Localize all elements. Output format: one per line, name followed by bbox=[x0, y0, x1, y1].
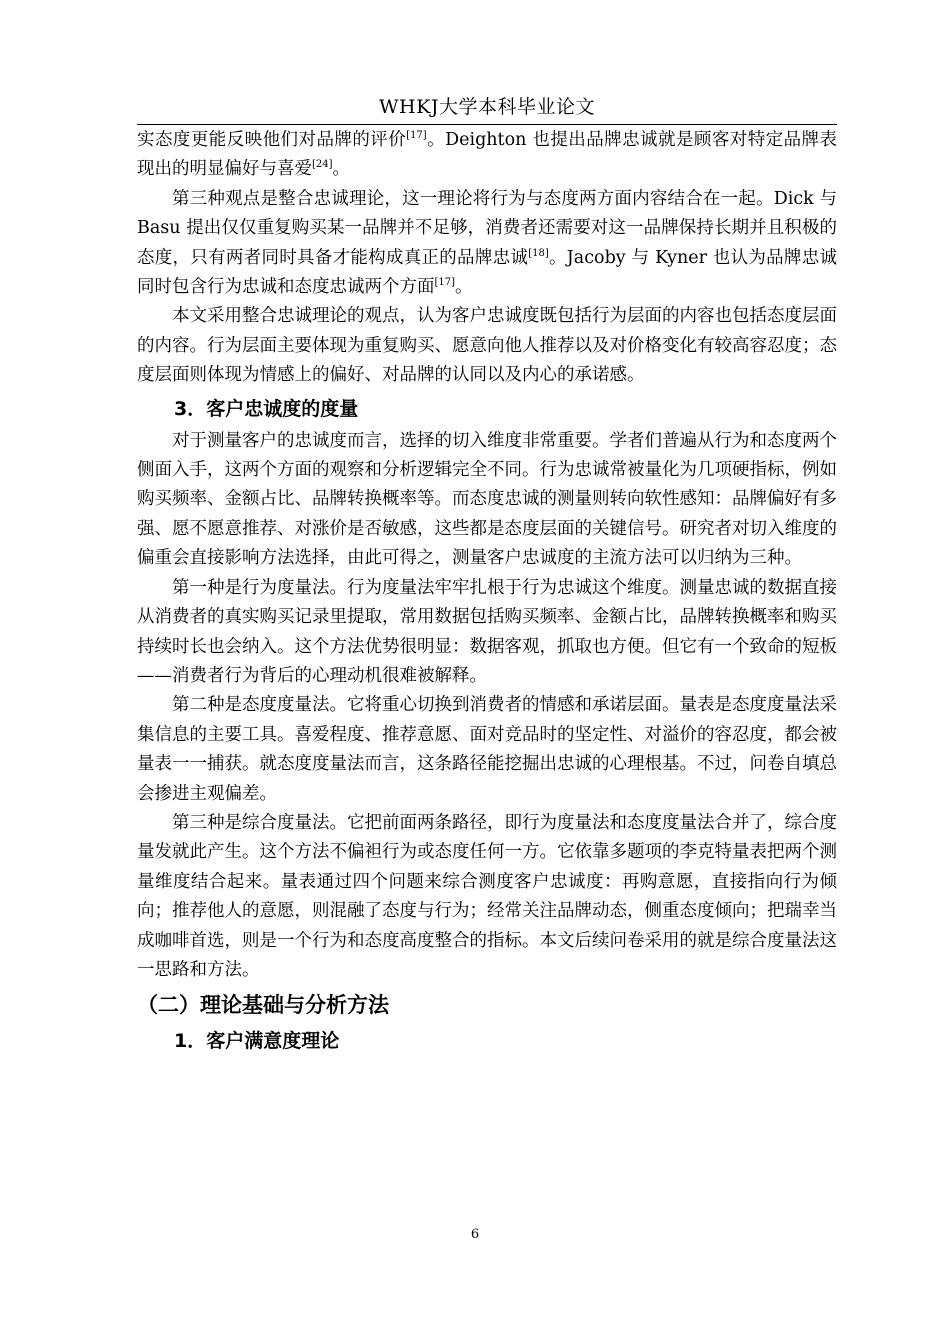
paragraph-text: 。 bbox=[455, 277, 473, 298]
citation-ref: [17] bbox=[406, 130, 427, 142]
subsection-heading: 1．客户满意度理论 bbox=[174, 1030, 340, 1053]
paragraph-text: 第三种观点是整合忠诚理论，这一理论将行为与态度两方面内容结合在一起。Dick 与 Basu 提出仅仅重复购买某一品牌并不足够，消费者还需要对这一品牌保持长期并且积极的态度，只有两者同时具备才能构成真正的品牌忠诚 bbox=[137, 188, 837, 268]
paragraph-text: 。Deighton 也提出品牌忠诚就是顾客对特定品牌表现出的明显偏好与喜爱 bbox=[137, 130, 838, 180]
paragraph-text: 本文采用整合忠诚理论的观点，认为客户忠诚度既包括行为层面的内容也包括态度层面的内容。行为层面主要体现为重复购买、愿意向他人推荐以及对价格变化有较高容忍度；态度层面则体现为情感上的偏好、对品牌的认同以及内心的承诺感。 bbox=[137, 306, 837, 386]
body-paragraph bbox=[137, 427, 837, 574]
page-number: 6 bbox=[470, 1227, 480, 1242]
subsection-heading: 3．客户忠诚度的度量 bbox=[174, 397, 359, 420]
body-paragraph bbox=[137, 809, 837, 985]
running-header: WHKJ大学本科毕业论文 bbox=[379, 96, 595, 118]
paragraph-text: 。Jacoby 与 Kyner 也认为品牌忠诚同时包含行为忠诚和态度忠诚两个方面 bbox=[137, 247, 837, 298]
paragraph-text: 。 bbox=[332, 159, 351, 180]
body-paragraph bbox=[137, 126, 837, 185]
paragraph-text: 实态度更能反映他们对品牌的评价 bbox=[137, 130, 407, 150]
body-paragraph bbox=[137, 185, 837, 303]
body-paragraph bbox=[137, 574, 837, 692]
citation-ref: [17] bbox=[434, 277, 456, 289]
paragraph-text: 对于测量客户的忠诚度而言，选择的切入维度非常重要。学者们普遍从行为和态度两个侧面入手，这两个方面的观察和分析逻辑完全不同。行为忠诚常被量化为几项硬指标，例如购买频率、金额占比、品牌转换概率等。而态度忠诚的测量则转向软性感知：品牌偏好有多强、愿不愿意推荐、对涨价是否敏感，这些都是态度层面的关键信号。研究者对切入维度的偏重会直接影响方法选择，由此可得之，测量客户忠诚度的主流方法可以归纳为三种。 bbox=[137, 430, 837, 569]
citation-ref: [24] bbox=[312, 159, 333, 171]
page-body bbox=[137, 126, 837, 1060]
citation-ref: [18] bbox=[528, 247, 549, 259]
body-paragraph bbox=[137, 691, 837, 809]
header-rule bbox=[137, 124, 837, 125]
paragraph-text: 第三种是综合度量法。它把前面两条路径，即行为度量法和态度度量法合并了，综合度量发就此产生。这个方法不偏袒行为或态度任何一方。它依靠多题项的李克特量表把两个测量维度结合起来。量表通过四个问题来综合测度客户忠诚度：再购意愿，直接指向行为倾向；推荐他人的意愿，则混融了态度与行为；经常关注品牌动态，侧重态度倾向；把瑞幸当成咖啡首选，则是一个行为和态度高度整合的指标。本文后续问卷采用的就是综合度量法这一思路和方法。 bbox=[137, 812, 837, 980]
section-heading: （二）理论基础与分析方法 bbox=[137, 993, 389, 1018]
body-paragraph bbox=[137, 302, 837, 390]
paragraph-text: 第二种是态度度量法。它将重心切换到消费者的情感和承诺层面。量表是态度度量法采集信息的主要工具。喜爱程度、推荐意愿、面对竞品时的坚定性、对溢价的容忍度，都会被量表一一捕获。就态度度量法而言，这条路径能挖掘出忠诚的心理根基。不过，问卷自填总会掺进主观偏差。 bbox=[137, 695, 837, 804]
paragraph-text: 第一种是行为度量法。行为度量法牢牢扎根于行为忠诚这个维度。测量忠诚的数据直接从消费者的真实购买记录里提取，常用数据包括购买频率、金额占比，品牌转换概率和购买持续时长也会纳入。这个方法优势很明显：数据客观，抓取也方便。但它有一个致命的短板——消费者行为背后的心理动机很难被解释。 bbox=[137, 577, 837, 686]
